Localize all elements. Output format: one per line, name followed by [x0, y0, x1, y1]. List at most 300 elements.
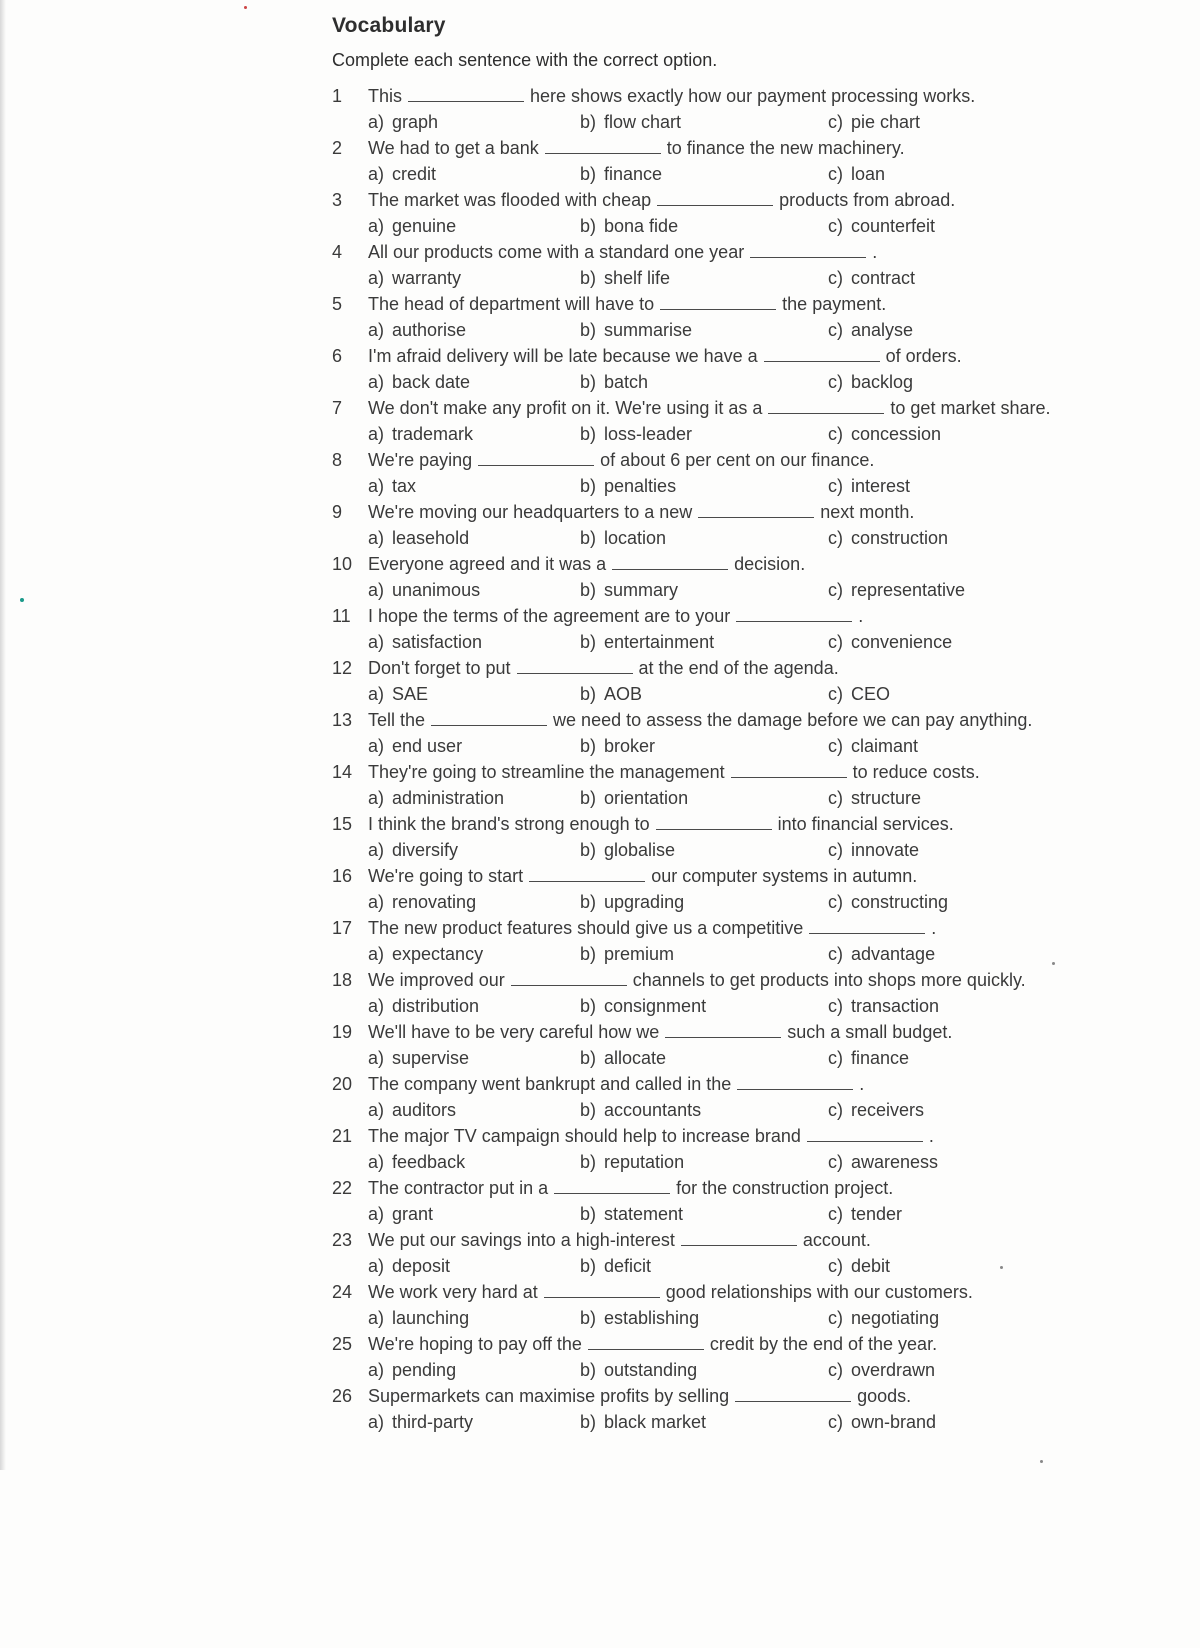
- option-c[interactable]: c) awareness: [828, 1152, 939, 1172]
- answer-options: [332, 1253, 1132, 1279]
- answer-blank[interactable]: [408, 85, 524, 102]
- option-a[interactable]: a) genuine: [368, 216, 457, 236]
- stem-after-blank: .: [858, 606, 864, 626]
- stem-before-blank: We improved our: [368, 970, 505, 990]
- stem-before-blank: They're going to streamline the management: [368, 762, 725, 782]
- question-item: [332, 499, 1132, 551]
- answer-blank[interactable]: [588, 1333, 704, 1350]
- question-stem: [332, 1227, 1132, 1253]
- option-b-text: accountants: [604, 1100, 702, 1120]
- option-c[interactable]: c) tender: [828, 1204, 903, 1224]
- question-number: 5: [332, 294, 343, 314]
- option-c-text: structure: [851, 788, 922, 808]
- option-c-text: tender: [851, 1204, 903, 1224]
- question-stem: [332, 759, 1132, 785]
- question-item: [332, 1227, 1132, 1279]
- stem-before-blank: Everyone agreed and it was a: [368, 554, 607, 574]
- option-c-text: analyse: [851, 320, 914, 340]
- option-a-text: trademark: [392, 424, 474, 444]
- option-a-text: feedback: [392, 1152, 466, 1172]
- option-b-text: AOB: [604, 684, 643, 704]
- option-a-text: deposit: [392, 1256, 451, 1276]
- option-c-text: receivers: [851, 1100, 925, 1120]
- question-stem: [332, 83, 1132, 109]
- question-stem: [332, 1331, 1132, 1357]
- question-stem: [332, 187, 1132, 213]
- answer-options: [332, 1045, 1132, 1071]
- option-b-text: flow chart: [604, 112, 682, 132]
- option-b[interactable]: b) broker: [580, 736, 656, 756]
- answer-blank[interactable]: [698, 501, 814, 518]
- option-a[interactable]: a) graph: [368, 112, 439, 132]
- option-c-text: interest: [851, 476, 911, 496]
- question-item: [332, 863, 1132, 915]
- answer-options: [332, 525, 1132, 551]
- option-c[interactable]: c) contract: [828, 268, 916, 288]
- question-stem: [332, 707, 1132, 733]
- option-a[interactable]: a) renovating: [368, 892, 477, 912]
- stem-after-blank: .: [872, 242, 878, 262]
- option-b-text: broker: [604, 736, 656, 756]
- question-stem: [332, 967, 1132, 993]
- stem-before-blank: Don't forget to put: [368, 658, 511, 678]
- stem-before-blank: The market was flooded with cheap: [368, 190, 652, 210]
- stem-before-blank: We're going to start: [368, 866, 524, 886]
- stem-after-blank: we need to assess the damage before we can pay anything.: [553, 710, 1033, 730]
- question-number: 25: [332, 1334, 353, 1354]
- option-c[interactable]: c) own-brand: [828, 1412, 937, 1432]
- option-c[interactable]: c) loan: [828, 164, 886, 184]
- stem-before-blank: We don't make any profit on it. We're using it as a: [368, 398, 763, 418]
- stem-before-blank: The contractor put in a: [368, 1178, 549, 1198]
- option-c[interactable]: c) debit: [828, 1256, 891, 1276]
- option-c-text: counterfeit: [851, 216, 936, 236]
- question-stem: [332, 1071, 1132, 1097]
- option-a[interactable]: a) expectancy: [368, 944, 484, 964]
- option-a-text: third-party: [392, 1412, 474, 1432]
- question-item: [332, 291, 1132, 343]
- stem-after-blank: .: [931, 918, 937, 938]
- stem-after-blank: products from abroad.: [779, 190, 956, 210]
- option-b[interactable]: b) flow chart: [580, 112, 682, 132]
- question-number: 12: [332, 658, 353, 678]
- question-stem: [332, 239, 1132, 265]
- option-b-text: batch: [604, 372, 649, 392]
- option-b[interactable]: b) allocate: [580, 1048, 667, 1068]
- answer-blank[interactable]: [656, 813, 772, 830]
- option-a-text: SAE: [392, 684, 429, 704]
- option-c-text: debit: [851, 1256, 891, 1276]
- question-item: [332, 1383, 1132, 1435]
- question-item: [332, 447, 1132, 499]
- option-c-text: transaction: [851, 996, 940, 1016]
- option-b[interactable]: b) finance: [580, 164, 663, 184]
- answer-blank[interactable]: [517, 657, 633, 674]
- option-c[interactable]: c) construction: [828, 528, 949, 548]
- option-a[interactable]: a) back date: [368, 372, 471, 392]
- option-b[interactable]: b) globalise: [580, 840, 676, 860]
- question-item: [332, 603, 1132, 655]
- question-stem: [332, 447, 1132, 473]
- answer-blank[interactable]: [809, 917, 925, 934]
- question-stem: [332, 395, 1132, 421]
- option-b[interactable]: b) shelf life: [580, 268, 671, 288]
- option-a[interactable]: a) credit: [368, 164, 437, 184]
- answer-options: [332, 837, 1132, 863]
- stem-after-blank: goods.: [857, 1386, 912, 1406]
- question-stem: [332, 551, 1132, 577]
- question-item: [332, 707, 1132, 759]
- question-item: [332, 551, 1132, 603]
- stem-before-blank: We had to get a bank: [368, 138, 539, 158]
- option-b-text: finance: [604, 164, 663, 184]
- option-c[interactable]: c) receivers: [828, 1100, 925, 1120]
- option-b-text: deficit: [604, 1256, 652, 1276]
- option-a[interactable]: a) administration: [368, 788, 505, 808]
- stem-after-blank: here shows exactly how our payment processing works.: [530, 86, 976, 106]
- answer-blank[interactable]: [750, 241, 866, 258]
- answer-blank[interactable]: [545, 137, 661, 154]
- stem-after-blank: good relationships with our customers.: [665, 1282, 973, 1302]
- stem-after-blank: our computer systems in autumn.: [651, 866, 918, 886]
- option-b-text: consignment: [604, 996, 707, 1016]
- option-c-text: claimant: [851, 736, 919, 756]
- scan-edge-shadow: [0, 0, 6, 1470]
- option-c[interactable]: c) analyse: [828, 320, 914, 340]
- option-a-text: graph: [392, 112, 439, 132]
- option-a-text: auditors: [392, 1100, 457, 1120]
- question-number: 26: [332, 1386, 353, 1406]
- option-c[interactable]: c) negotiating: [828, 1308, 940, 1328]
- option-a[interactable]: a) third-party: [368, 1412, 474, 1432]
- question-item: [332, 759, 1132, 811]
- answer-blank[interactable]: [735, 1385, 851, 1402]
- question-stem: [332, 291, 1132, 317]
- question-number: 14: [332, 762, 353, 782]
- stem-after-blank: channels to get products into shops more quickly.: [632, 970, 1026, 990]
- stem-after-blank: to reduce costs.: [852, 762, 980, 782]
- answer-options: [332, 1097, 1132, 1123]
- question-number: 22: [332, 1178, 353, 1198]
- answer-blank[interactable]: [529, 865, 645, 882]
- question-item: [332, 1123, 1132, 1175]
- option-a-text: unanimous: [392, 580, 481, 600]
- answer-blank[interactable]: [681, 1229, 797, 1246]
- answer-blank[interactable]: [807, 1125, 923, 1142]
- question-item: [332, 1331, 1132, 1383]
- answer-options: [332, 317, 1132, 343]
- option-b[interactable]: b) upgrading: [580, 892, 685, 912]
- question-number: 15: [332, 814, 353, 834]
- option-c[interactable]: c) structure: [828, 788, 922, 808]
- answer-options: [332, 993, 1132, 1019]
- answer-options: [332, 629, 1132, 655]
- stem-after-blank: the payment.: [782, 294, 887, 314]
- question-number: 9: [332, 502, 343, 522]
- question-number: 13: [332, 710, 353, 730]
- stem-before-blank: Supermarkets can maximise profits by selling: [368, 1386, 730, 1406]
- option-a[interactable]: a) warranty: [368, 268, 462, 288]
- option-a[interactable]: a) trademark: [368, 424, 474, 444]
- stem-before-blank: I hope the terms of the agreement are to your: [368, 606, 731, 626]
- answer-blank[interactable]: [554, 1177, 670, 1194]
- question-item: [332, 655, 1132, 707]
- answer-options: [332, 941, 1132, 967]
- option-b[interactable]: b) summarise: [580, 320, 693, 340]
- option-b-text: summary: [604, 580, 679, 600]
- option-a[interactable]: a) SAE: [368, 684, 429, 704]
- option-c-text: negotiating: [851, 1308, 940, 1328]
- answer-options: [332, 577, 1132, 603]
- option-a[interactable]: a) feedback: [368, 1152, 466, 1172]
- option-c-text: CEO: [851, 684, 891, 704]
- option-c[interactable]: c) claimant: [828, 736, 919, 756]
- option-c-text: overdrawn: [851, 1360, 936, 1380]
- question-number: 16: [332, 866, 353, 886]
- question-number: 3: [332, 190, 343, 210]
- answer-blank[interactable]: [736, 605, 852, 622]
- option-a[interactable]: a) launching: [368, 1308, 470, 1328]
- answer-options: [332, 1357, 1132, 1383]
- stem-after-blank: into financial services.: [777, 814, 954, 834]
- answer-blank[interactable]: [431, 709, 547, 726]
- option-b[interactable]: b) reputation: [580, 1152, 685, 1172]
- stem-before-blank: We work very hard at: [368, 1282, 538, 1302]
- option-c[interactable]: c) constructing: [828, 892, 949, 912]
- option-a-text: pending: [392, 1360, 457, 1380]
- option-b-text: allocate: [604, 1048, 667, 1068]
- option-a-text: grant: [392, 1204, 434, 1224]
- option-b[interactable]: b) location: [580, 528, 667, 548]
- option-a-text: credit: [392, 164, 437, 184]
- stem-after-blank: .: [928, 1126, 934, 1146]
- stem-before-blank: I'm afraid delivery will be late because we have a: [368, 346, 758, 366]
- answer-blank[interactable]: [768, 397, 884, 414]
- option-b[interactable]: b) premium: [580, 944, 675, 964]
- option-b-text: outstanding: [604, 1360, 698, 1380]
- question-number: 20: [332, 1074, 353, 1094]
- question-item: [332, 1279, 1132, 1331]
- question-stem: [332, 343, 1132, 369]
- stem-after-blank: decision.: [734, 554, 806, 574]
- answer-options: [332, 369, 1132, 395]
- question-number: 4: [332, 242, 343, 262]
- answer-options: [332, 1305, 1132, 1331]
- option-b-text: entertainment: [604, 632, 715, 652]
- option-b-text: loss-leader: [604, 424, 693, 444]
- question-item: [332, 187, 1132, 239]
- question-number: 17: [332, 918, 353, 938]
- option-c[interactable]: c) representative: [828, 580, 966, 600]
- stem-before-blank: We'll have to be very careful how we: [368, 1022, 660, 1042]
- answer-options: [332, 421, 1132, 447]
- question-number: 19: [332, 1022, 353, 1042]
- option-b-text: black market: [604, 1412, 707, 1432]
- question-stem: [332, 499, 1132, 525]
- option-c-text: advantage: [851, 944, 936, 964]
- answer-blank[interactable]: [478, 449, 594, 466]
- option-b[interactable]: b) accountants: [580, 1100, 702, 1120]
- answer-options: [332, 473, 1132, 499]
- option-b[interactable]: b) establishing: [580, 1308, 700, 1328]
- option-a[interactable]: a) distribution: [368, 996, 480, 1016]
- option-c-text: finance: [851, 1048, 910, 1068]
- option-c[interactable]: c) advantage: [828, 944, 936, 964]
- answer-options: [332, 889, 1132, 915]
- question-stem: [332, 1279, 1132, 1305]
- option-c[interactable]: c) interest: [828, 476, 911, 496]
- question-stem: [332, 811, 1132, 837]
- scan-speck: [20, 598, 24, 602]
- option-c[interactable]: c) concession: [828, 424, 942, 444]
- option-b[interactable]: b) orientation: [580, 788, 689, 808]
- stem-before-blank: The head of department will have to: [368, 294, 655, 314]
- option-c[interactable]: c) convenience: [828, 632, 953, 652]
- option-a[interactable]: a) auditors: [368, 1100, 457, 1120]
- stem-after-blank: of orders.: [885, 346, 962, 366]
- stem-before-blank: The company went bankrupt and called in the: [368, 1074, 732, 1094]
- option-b[interactable]: b) black market: [580, 1412, 707, 1432]
- stem-after-blank: to get market share.: [890, 398, 1051, 418]
- option-c[interactable]: c) overdrawn: [828, 1360, 936, 1380]
- answer-blank[interactable]: [544, 1281, 660, 1298]
- option-c[interactable]: c) finance: [828, 1048, 910, 1068]
- option-c[interactable]: c) counterfeit: [828, 216, 936, 236]
- option-a-text: leasehold: [392, 528, 470, 548]
- question-item: [332, 1071, 1132, 1123]
- answer-blank[interactable]: [657, 189, 773, 206]
- answer-blank[interactable]: [511, 969, 627, 986]
- answer-options: [332, 109, 1132, 135]
- option-a[interactable]: a) supervise: [368, 1048, 470, 1068]
- option-b[interactable]: b) AOB: [580, 684, 643, 704]
- option-a[interactable]: a) authorise: [368, 320, 467, 340]
- option-b[interactable]: b) statement: [580, 1204, 684, 1224]
- option-c[interactable]: c) pie chart: [828, 112, 921, 132]
- page-title: Vocabulary: [332, 14, 446, 37]
- answer-options: [332, 1201, 1132, 1227]
- option-b[interactable]: b) outstanding: [580, 1360, 698, 1380]
- answer-blank[interactable]: [737, 1073, 853, 1090]
- answer-options: [332, 161, 1132, 187]
- option-c[interactable]: c) innovate: [828, 840, 920, 860]
- worksheet: [332, 14, 1132, 1435]
- option-a[interactable]: a) unanimous: [368, 580, 481, 600]
- option-a[interactable]: a) tax: [368, 476, 417, 496]
- answer-options: [332, 265, 1132, 291]
- option-a-text: end user: [392, 736, 463, 756]
- stem-before-blank: Tell the: [368, 710, 426, 730]
- stem-after-blank: next month.: [820, 502, 915, 522]
- question-item: [332, 1175, 1132, 1227]
- option-b[interactable]: b) entertainment: [580, 632, 715, 652]
- option-a[interactable]: a) end user: [368, 736, 463, 756]
- question-stem: [332, 603, 1132, 629]
- option-a-text: expectancy: [392, 944, 484, 964]
- question-number: 18: [332, 970, 353, 990]
- answer-options: [332, 681, 1132, 707]
- option-b-text: establishing: [604, 1308, 700, 1328]
- answer-blank[interactable]: [731, 761, 847, 778]
- stem-before-blank: We're paying: [368, 450, 473, 470]
- option-c-text: loan: [851, 164, 886, 184]
- option-a[interactable]: a) grant: [368, 1204, 434, 1224]
- question-stem: [332, 863, 1132, 889]
- option-a-text: administration: [392, 788, 505, 808]
- option-b[interactable]: b) batch: [580, 372, 649, 392]
- question-item: [332, 967, 1132, 1019]
- question-number: 10: [332, 554, 353, 574]
- question-stem: [332, 1175, 1132, 1201]
- option-b-text: penalties: [604, 476, 677, 496]
- question-number: 2: [332, 138, 343, 158]
- option-b[interactable]: b) bona fide: [580, 216, 679, 236]
- option-b[interactable]: b) deficit: [580, 1256, 652, 1276]
- question-item: [332, 343, 1132, 395]
- option-b-text: bona fide: [604, 216, 679, 236]
- option-c[interactable]: c) transaction: [828, 996, 940, 1016]
- option-a[interactable]: a) deposit: [368, 1256, 451, 1276]
- question-item: [332, 135, 1132, 187]
- option-a[interactable]: a) diversify: [368, 840, 459, 860]
- question-item: [332, 395, 1132, 447]
- option-c[interactable]: c) CEO: [828, 684, 891, 704]
- stem-before-blank: I think the brand's strong enough to: [368, 814, 650, 834]
- answer-options: [332, 733, 1132, 759]
- question-stem: [332, 1019, 1132, 1045]
- answer-options: [332, 213, 1132, 239]
- option-c-text: backlog: [851, 372, 914, 392]
- option-a[interactable]: a) satisfaction: [368, 632, 483, 652]
- scan-speck: [1040, 1460, 1043, 1463]
- option-c-text: concession: [851, 424, 942, 444]
- stem-after-blank: credit by the end of the year.: [709, 1334, 938, 1354]
- answer-options: [332, 785, 1132, 811]
- answer-blank[interactable]: [665, 1021, 781, 1038]
- option-b-text: globalise: [604, 840, 676, 860]
- stem-before-blank: This: [368, 86, 403, 106]
- option-a-text: genuine: [392, 216, 457, 236]
- question-number: 11: [332, 606, 351, 626]
- question-number: 8: [332, 450, 343, 470]
- option-b[interactable]: b) consignment: [580, 996, 707, 1016]
- option-c-text: constructing: [851, 892, 949, 912]
- question-stem: [332, 655, 1132, 681]
- option-a[interactable]: a) leasehold: [368, 528, 470, 548]
- question-number: 1: [332, 86, 343, 106]
- option-a-text: tax: [392, 476, 417, 496]
- option-a[interactable]: a) pending: [368, 1360, 457, 1380]
- stem-before-blank: The major TV campaign should help to increase brand: [368, 1126, 801, 1146]
- stem-after-blank: such a small budget.: [787, 1022, 953, 1042]
- option-b[interactable]: b) summary: [580, 580, 679, 600]
- answer-blank[interactable]: [660, 293, 776, 310]
- option-c[interactable]: c) backlog: [828, 372, 914, 392]
- question-number: 6: [332, 346, 343, 366]
- answer-blank[interactable]: [612, 553, 728, 570]
- option-b[interactable]: b) loss-leader: [580, 424, 693, 444]
- option-c-text: awareness: [851, 1152, 939, 1172]
- question-item: [332, 1019, 1132, 1071]
- answer-blank[interactable]: [764, 345, 880, 362]
- option-b-text: location: [604, 528, 667, 548]
- option-c-text: innovate: [851, 840, 920, 860]
- stem-before-blank: We're moving our headquarters to a new: [368, 502, 693, 522]
- option-b-text: upgrading: [604, 892, 685, 912]
- option-b-text: summarise: [604, 320, 693, 340]
- option-b[interactable]: b) penalties: [580, 476, 677, 496]
- option-c-text: contract: [851, 268, 916, 288]
